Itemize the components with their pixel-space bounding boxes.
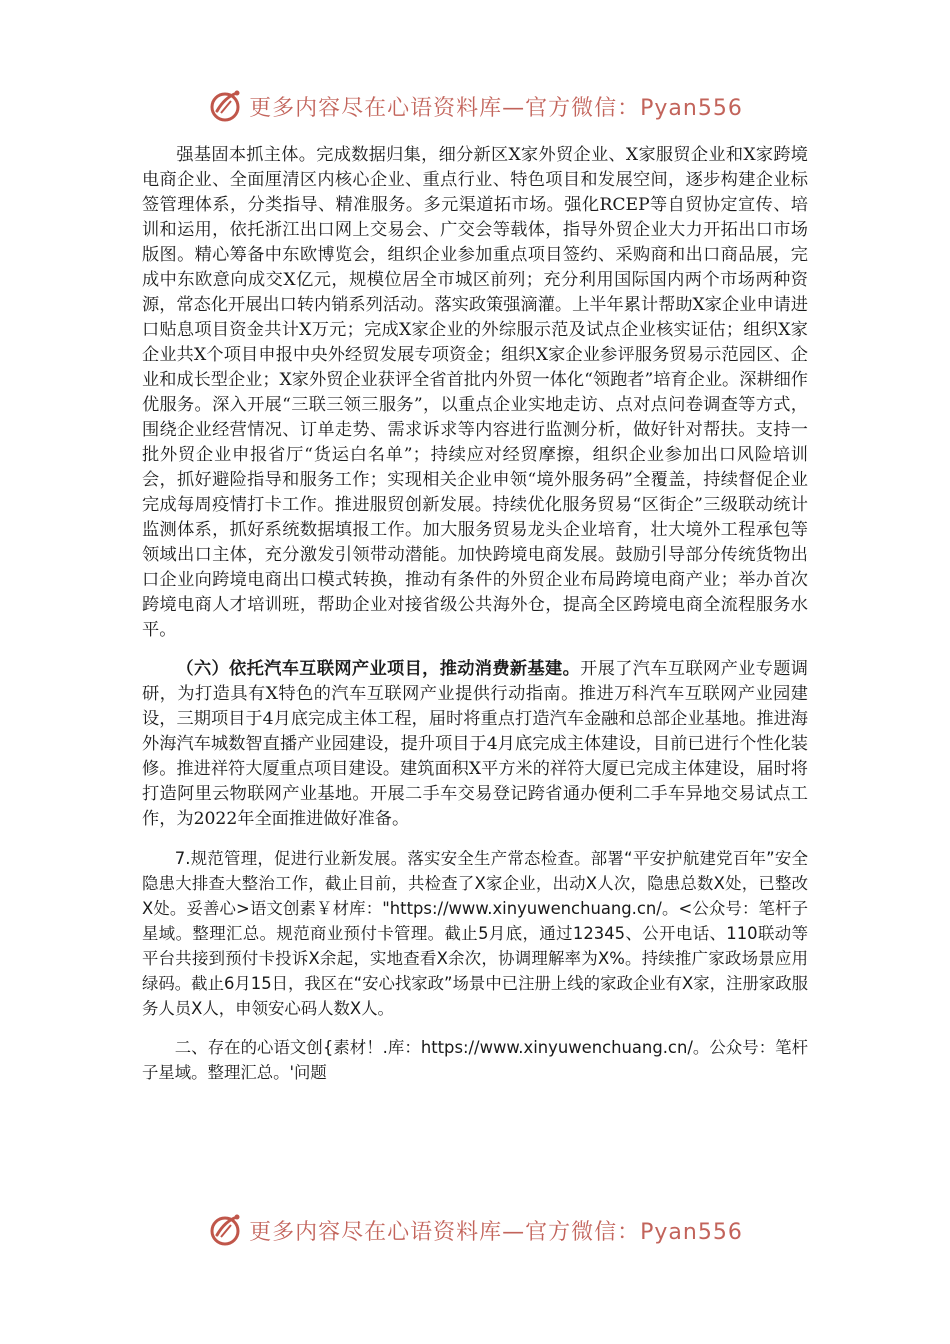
paragraph-body: 开展了汽车互联网产业专题调研，为打造具有X特色的汽车互联网产业提供行动指南。推进万科汽车互联网产业园建设，三期项目于4月底完成主体工程，届时将重点打造汽车金融和总部企业基地。推进海外海汽车城数智直播产业园建设，提升项目于4月底完成主体建设，目前已进行个性化装修。推进祥符大厦重点项目建设。建筑面积X平方米的祥符大厦已完成主体建设，届时将打造阿里云物联网产业基地。开展二手车交易登记跨省通办便利二手车异地交易试点工作，为2022年全面推进做好准备。	[142, 659, 808, 829]
footer-banner	[0, 1208, 950, 1252]
banner-text: 更多内容尽在心语资料库—官方微信：Pyan556	[249, 1219, 743, 1245]
paragraph-problems: 二、存在的心语文创{素材！.库：https://www.xinyuwenchuang.cn/。公众号：笔杆子星域。整理汇总。'问题	[142, 1038, 808, 1082]
banner-text: 更多内容尽在心语资料库—官方微信：Pyan556	[249, 95, 743, 121]
paragraph-heading: （六）依托汽车互联网产业项目，推动消费新基建。	[176, 659, 581, 679]
pen-seal-icon	[207, 87, 245, 125]
document-body	[142, 143, 808, 1099]
paragraph-auto-internet	[142, 657, 808, 832]
paragraph-foreign-trade: 强基固本抓主体。完成数据归集，细分新区X家外贸企业、X家服贸企业和X家跨境电商企业、全面厘清区内核心企业、重点行业、特色项目和发展空间，逐步构建企业标签管理体系，分类指导、精准服务。多元渠道拓市场。强化RCEP等自贸协定宣传、培训和运用，依托浙江出口网上交易会、广交会等载体，指导外贸企业大力开拓出口市场版图。精心筹备中东欧博览会，组织企业参加重点项目签约、采购商和出口商品展，完成中东欧意向成交X亿元，规模位居全市城区前列；充分利用国际国内两个市场两种资源，常态化开展出口转内销系列活动。落实政策强滴灌。上半年累计帮助X家企业申请进口贴息项目资金共计X万元；完成X家企业的外综服示范及试点企业核实证估；组织X家企业共X个项目申报中央外经贸发展专项资金；组织X家企业参评服务贸易示范园区、企业和成长型企业；X家外贸企业获评全省首批内外贸一体化“领跑者”培育企业。深耕细作优服务。深入开展“三联三领三服务”，以重点企业实地走访、点对点问卷调查等方式，围绕企业经营情况、订单走势、需求诉求等内容进行监测分析，做好针对帮扶。支持一批外贸企业申报省厅“货运白名单”；持续应对经贸摩擦，组织企业参加出口风险培训会，抓好避险指导和服务工作；实现相关企业申领“境外服务码”全覆盖，持续督促企业完成每周疫情打卡工作。推进服贸创新发展。持续优化服务贸易“区街企”三级联动统计监测体系，抓好系统数据填报工作。加大服务贸易龙头企业培育，壮大境外工程承包等领域出口主体，充分激发引领带动潜能。加快跨境电商发展。鼓励引导部分传统货物出口企业向跨境电商出口模式转换，推动有条件的外贸企业布局跨境电商产业；举办首次跨境电商人才培训班，帮助企业对接省级公共海外仓，提高全区跨境电商全流程服务水平。	[142, 145, 808, 640]
pen-seal-icon	[207, 1211, 245, 1249]
paragraph-regulation: 7.规范管理，促进行业新发展。落实安全生产常态检查。部署“平安护航建党百年”安全隐患大排查大整治工作，截止目前，共检查了X家企业，出动X人次，隐患总数X处，已整改X处。妥善心>语文创素￥材库："https://www.xinyuwenchuang.cn/。<公众号：笔杆子星域。整理汇总。规范商业预付卡管理。截止5月底，通过12345、公开电话、110联动等平台共接到预付卡投诉X余起，实地查看X余次，协调理解率为X%。持续推广家政场景应用绿码。截止6月15日，我区在“安心找家政”场景中已注册上线的家政企业有X家，注册家政服务人员X人，申领安心码人数X人。	[142, 849, 808, 1018]
header-banner	[0, 84, 950, 128]
